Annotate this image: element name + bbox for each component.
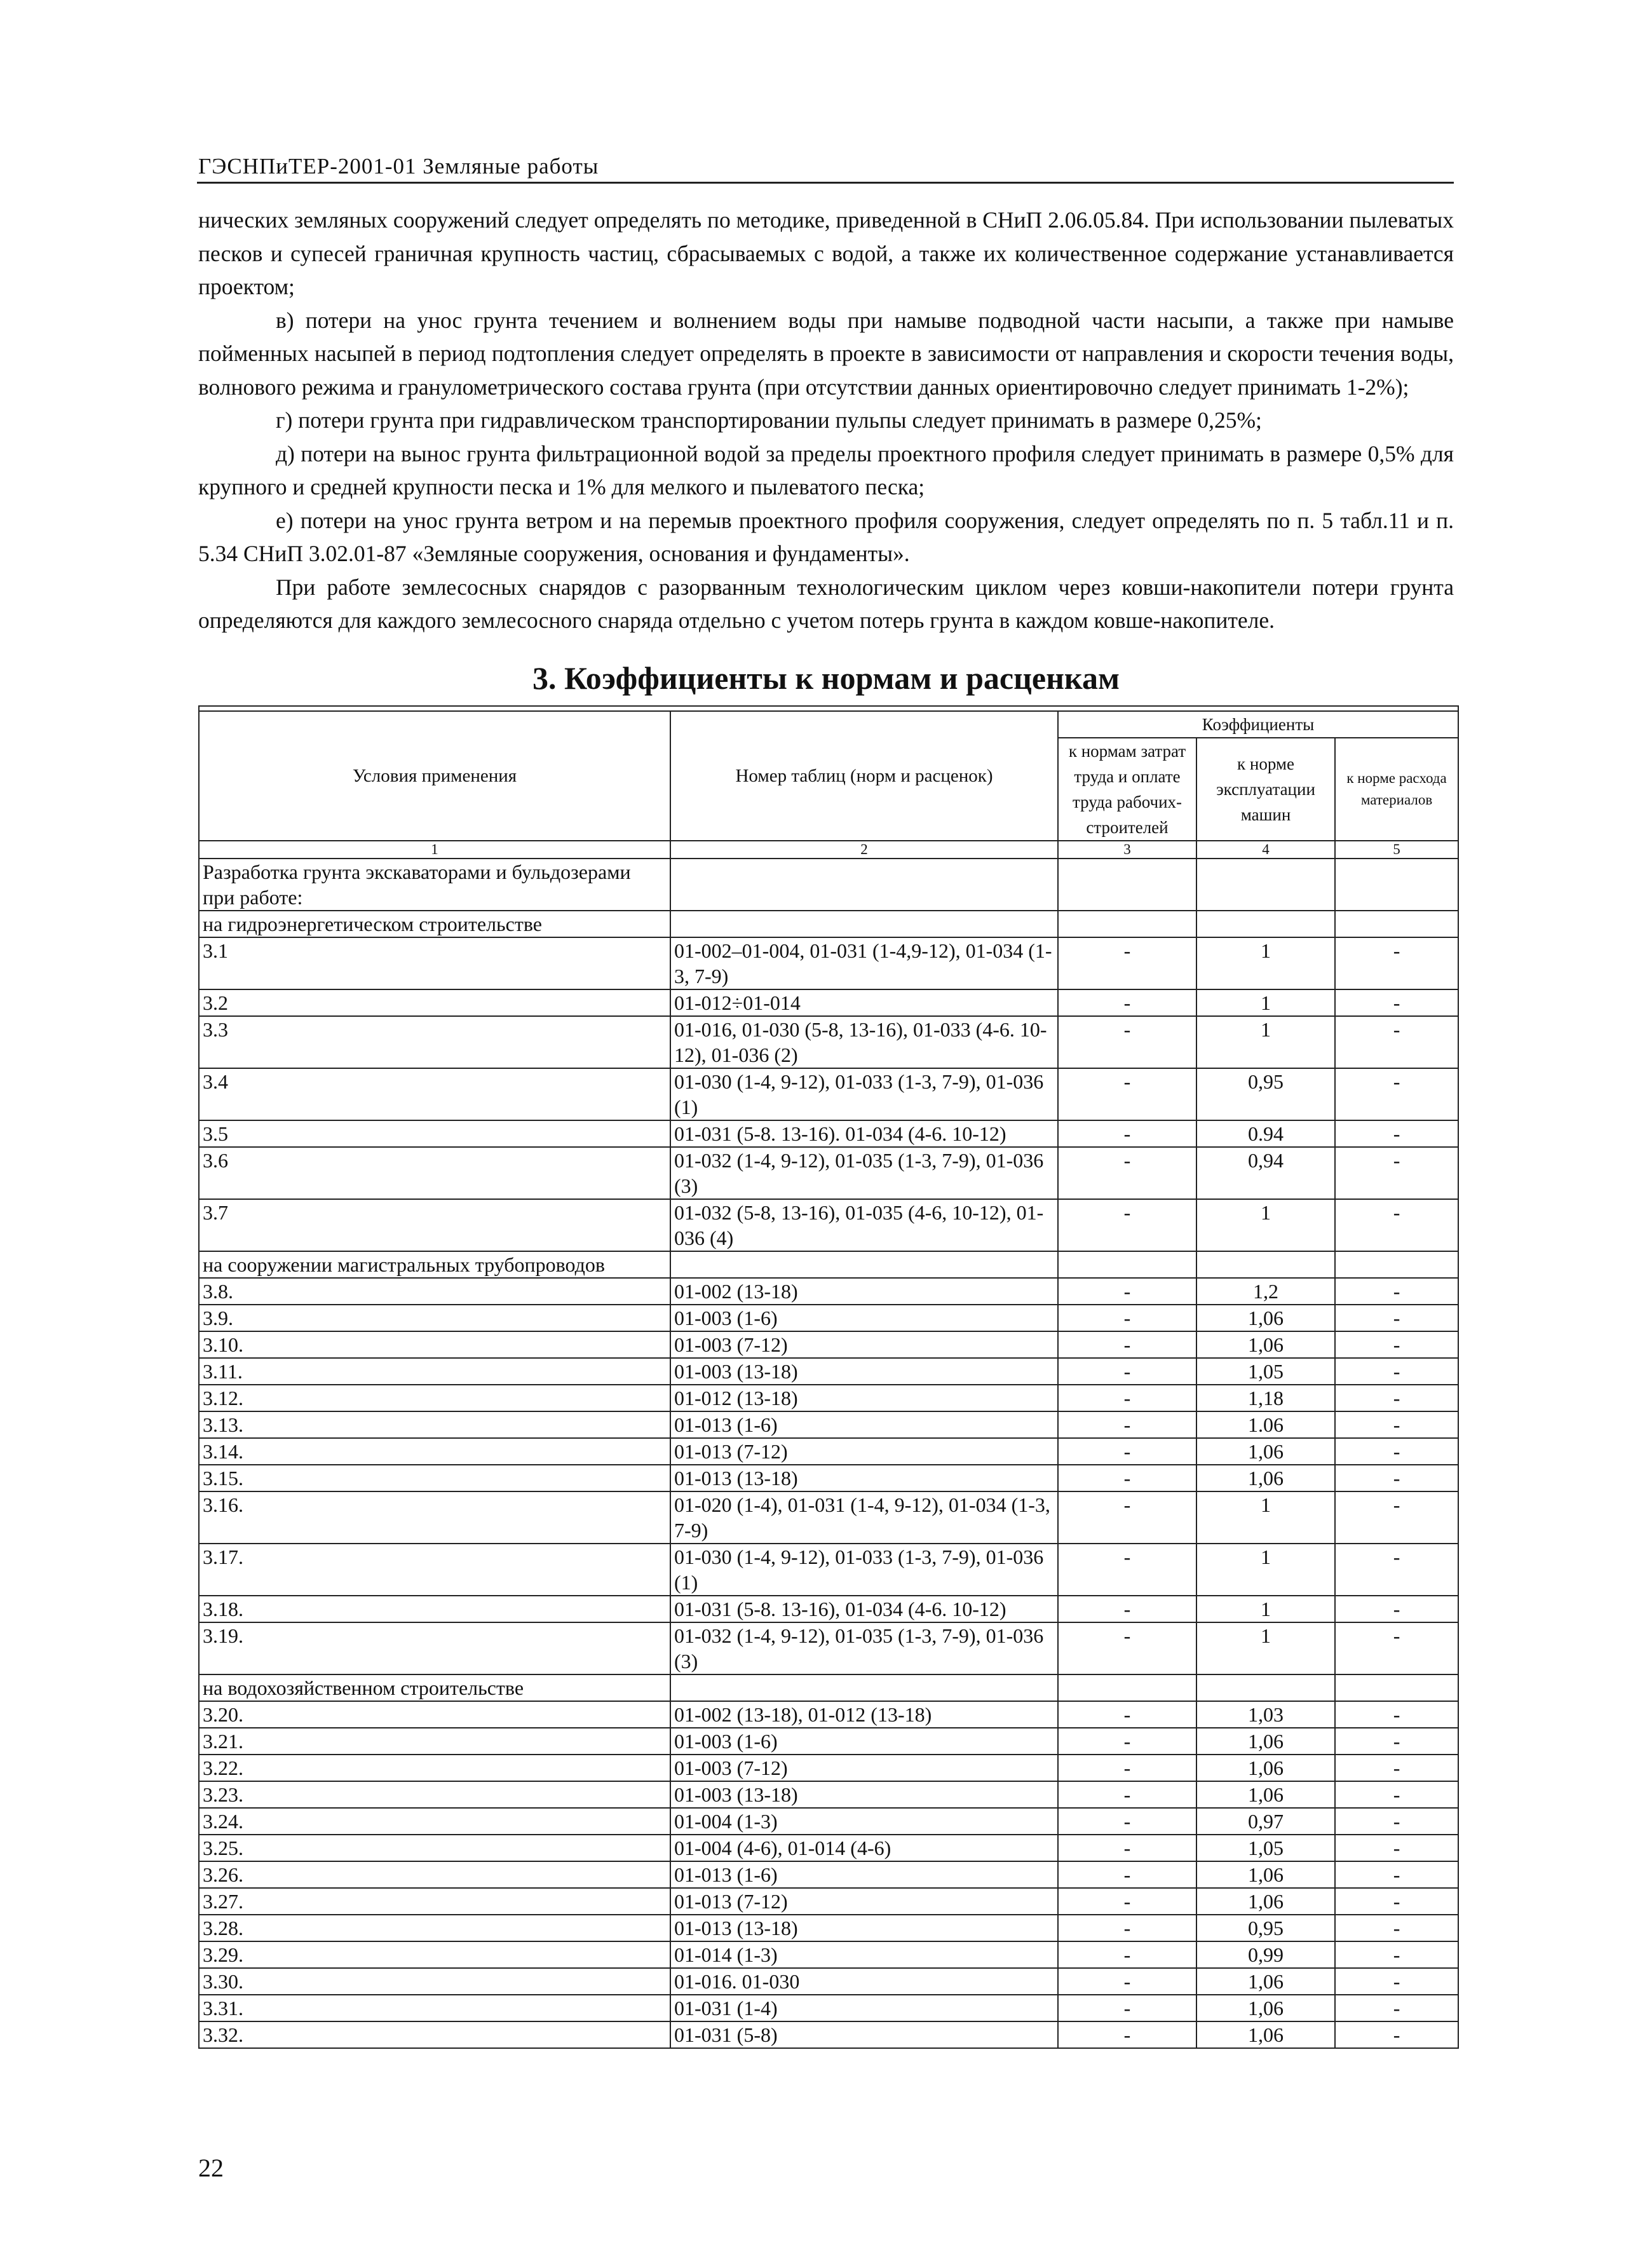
labor-coef-cell: - [1058, 1728, 1196, 1755]
condition-cell: 3.5 [199, 1120, 670, 1147]
condition-cell: 3.19. [199, 1622, 670, 1674]
material-coef-cell: - [1335, 1728, 1458, 1755]
table-numbers-cell: 01-032 (1-4, 9-12), 01-035 (1-3, 7-9), 01-036 (3) [670, 1147, 1058, 1199]
material-coef-cell: - [1335, 1278, 1458, 1305]
condition-cell: 3.10. [199, 1331, 670, 1358]
paragraph-v: в) потери на унос грунта течением и волнением воды при намыве подводной части насыпи, а также при намыве пойменных насыпей в период подтопления следует определять в проекте в зависимости от направления и скорости течения воды, волнового режима и гранулометрического состава грунта (при отсутствии данных ориентировочно следует принимать 1-2%); [198, 307, 1454, 400]
empty-cell [1335, 911, 1458, 937]
machine-coef-cell: 1,2 [1196, 1278, 1335, 1305]
table-numbers-cell: 01-016, 01-030 (5-8, 13-16), 01-033 (4-6. 10-12), 01-036 (2) [670, 1016, 1058, 1068]
labor-coef-cell: - [1058, 1358, 1196, 1385]
empty-cell [1196, 1674, 1335, 1701]
table-row [199, 1808, 1458, 1835]
header-labor: к нормам затрат труда и оплате труда рабочих-строителей [1058, 738, 1196, 841]
machine-coef-cell: 0,94 [1196, 1147, 1335, 1199]
table-numbers-cell: 01-012 (13-18) [670, 1385, 1058, 1411]
labor-coef-cell: - [1058, 1438, 1196, 1465]
labor-coef-cell: - [1058, 1622, 1196, 1674]
table-row [199, 1331, 1458, 1358]
table-numbers-cell: 01-031 (5-8. 13-16), 01-034 (4-6. 10-12) [670, 1596, 1058, 1622]
material-coef-cell: - [1335, 1861, 1458, 1888]
condition-cell: 3.20. [199, 1701, 670, 1728]
condition-cell: 3.4 [199, 1068, 670, 1120]
condition-cell: 3.24. [199, 1808, 670, 1835]
material-coef-cell: - [1335, 1331, 1458, 1358]
labor-coef-cell: - [1058, 1808, 1196, 1835]
table-numbers-cell: 01-013 (13-18) [670, 1465, 1058, 1491]
table-row [199, 1968, 1458, 1995]
labor-coef-cell: - [1058, 1596, 1196, 1622]
machine-coef-cell: 1 [1196, 1199, 1335, 1251]
section-row [199, 911, 1458, 937]
table-numbers-cell: 01-013 (1-6) [670, 1861, 1058, 1888]
section-label: на водохозяйственном строительстве [199, 1674, 670, 1701]
labor-coef-cell: - [1058, 1544, 1196, 1596]
condition-cell: 3.3 [199, 1016, 670, 1068]
table-numbers-cell: 01-013 (7-12) [670, 1438, 1058, 1465]
empty-cell [1196, 911, 1335, 937]
table-row [199, 1622, 1458, 1674]
machine-coef-cell: 1,06 [1196, 1861, 1335, 1888]
material-coef-cell: - [1335, 1596, 1458, 1622]
table-row [199, 1995, 1458, 2021]
empty-cell [670, 1251, 1058, 1278]
table-row [199, 1781, 1458, 1808]
machine-coef-cell: 1 [1196, 1622, 1335, 1674]
table-row [199, 1835, 1458, 1861]
table-row [199, 1755, 1458, 1781]
section-row [199, 859, 1458, 911]
machine-coef-cell: 1 [1196, 989, 1335, 1016]
section-row [199, 1674, 1458, 1701]
table-row [199, 1465, 1458, 1491]
body-text [198, 203, 1454, 637]
column-number: 1 [199, 841, 670, 859]
labor-coef-cell: - [1058, 989, 1196, 1016]
table-row [199, 1596, 1458, 1622]
table-row [199, 1728, 1458, 1755]
material-coef-cell: - [1335, 1888, 1458, 1915]
table-numbers-cell: 01-003 (7-12) [670, 1755, 1058, 1781]
table-numbers-cell: 01-032 (1-4, 9-12), 01-035 (1-3, 7-9), 01-036 (3) [670, 1622, 1058, 1674]
header-conditions: Условия применения [199, 711, 670, 841]
header-row-1 [199, 711, 1458, 738]
condition-cell: 3.14. [199, 1438, 670, 1465]
material-coef-cell: - [1335, 1941, 1458, 1968]
empty-cell [1196, 1251, 1335, 1278]
column-number: 5 [1335, 841, 1458, 859]
material-coef-cell: - [1335, 1622, 1458, 1674]
labor-coef-cell: - [1058, 1888, 1196, 1915]
table-numbers-cell: 01-002–01-004, 01-031 (1-4,9-12), 01-034 (1-3, 7-9) [670, 937, 1058, 989]
machine-coef-cell: 0,99 [1196, 1941, 1335, 1968]
machine-coef-cell: 1 [1196, 1016, 1335, 1068]
table-numbers-cell: 01-004 (1-3) [670, 1808, 1058, 1835]
empty-cell [670, 859, 1058, 911]
page-number: 22 [198, 2154, 224, 2182]
empty-cell [1058, 1251, 1196, 1278]
material-coef-cell: - [1335, 1781, 1458, 1808]
machine-coef-cell: 1 [1196, 1544, 1335, 1596]
labor-coef-cell: - [1058, 1835, 1196, 1861]
table-numbers-cell: 01-013 (13-18) [670, 1915, 1058, 1941]
machine-coef-cell: 0.94 [1196, 1120, 1335, 1147]
material-coef-cell: - [1335, 1438, 1458, 1465]
table-numbers-cell: 01-030 (1-4, 9-12), 01-033 (1-3, 7-9), 01-036 (1) [670, 1068, 1058, 1120]
labor-coef-cell: - [1058, 1120, 1196, 1147]
page-header: ГЭСНПиТЕР-2001-01 Земляные работы [198, 154, 599, 179]
empty-cell [670, 1674, 1058, 1701]
paragraph-dredgers: При работе землесосных снарядов с разорванным технологическим циклом через ковши-накопители потери грунта определяются для каждого землесосного снаряда отдельно с учетом потерь грунта в каждом ковше-накопителе. [198, 574, 1454, 633]
labor-coef-cell: - [1058, 1147, 1196, 1199]
header-rule [197, 182, 1454, 184]
condition-cell: 3.11. [199, 1358, 670, 1385]
table-row [199, 1701, 1458, 1728]
empty-cell [1058, 859, 1196, 911]
section-label: на гидроэнергетическом строительстве [199, 911, 670, 937]
column-number: 2 [670, 841, 1058, 859]
machine-coef-cell: 1.06 [1196, 1411, 1335, 1438]
material-coef-cell: - [1335, 1358, 1458, 1385]
material-coef-cell: - [1335, 1199, 1458, 1251]
labor-coef-cell: - [1058, 1861, 1196, 1888]
condition-cell: 3.21. [199, 1728, 670, 1755]
machine-coef-cell: 1,06 [1196, 2021, 1335, 2048]
labor-coef-cell: - [1058, 1915, 1196, 1941]
machine-coef-cell: 1 [1196, 1596, 1335, 1622]
table-body [199, 859, 1458, 2048]
header-machines: к норме эксплуатации машин [1196, 738, 1335, 841]
labor-coef-cell: - [1058, 1016, 1196, 1068]
table-row [199, 1544, 1458, 1596]
labor-coef-cell: - [1058, 1941, 1196, 1968]
section-title: 3. Коэффициенты к нормам и расценкам [532, 660, 1120, 696]
labor-coef-cell: - [1058, 1331, 1196, 1358]
header-materials: к норме расхода материалов [1335, 738, 1458, 841]
header-gap-row [199, 706, 1458, 711]
condition-cell: 3.15. [199, 1465, 670, 1491]
table-row [199, 1147, 1458, 1199]
material-coef-cell: - [1335, 1385, 1458, 1411]
empty-cell [1335, 1251, 1458, 1278]
table-row [199, 1438, 1458, 1465]
material-coef-cell: - [1335, 989, 1458, 1016]
condition-cell: 3.25. [199, 1835, 670, 1861]
condition-cell: 3.16. [199, 1491, 670, 1544]
table-row [199, 1915, 1458, 1941]
paragraph-d: д) потери на вынос грунта фильтрационной водой за пределы проектного профиля следует принимать в размере 0,5% для крупного и средней крупности песка и 1% для мелкого и пылеватого песка; [198, 440, 1454, 499]
labor-coef-cell: - [1058, 1305, 1196, 1331]
condition-cell: 3.12. [199, 1385, 670, 1411]
labor-coef-cell: - [1058, 1781, 1196, 1808]
machine-coef-cell: 1,06 [1196, 1728, 1335, 1755]
column-number: 3 [1058, 841, 1196, 859]
condition-cell: 3.13. [199, 1411, 670, 1438]
paragraph-e: е) потери на унос грунта ветром и на перемыв проектного профиля сооружения, следует определять по п. 5 табл.11 и п. 5.34 СНиП 3.02.01-87 «Земляные сооружения, основания и фундаменты». [198, 507, 1454, 566]
table-numbers-cell: 01-003 (1-6) [670, 1305, 1058, 1331]
table-numbers-cell: 01-031 (5-8) [670, 2021, 1058, 2048]
labor-coef-cell: - [1058, 1995, 1196, 2021]
condition-cell: 3.1 [199, 937, 670, 989]
condition-cell: 3.2 [199, 989, 670, 1016]
table-row [199, 1861, 1458, 1888]
table-numbers-cell: 01-003 (1-6) [670, 1728, 1058, 1755]
header-coefficients: Коэффициенты [1058, 711, 1458, 738]
material-coef-cell: - [1335, 1305, 1458, 1331]
machine-coef-cell: 0,97 [1196, 1808, 1335, 1835]
section-row [199, 1251, 1458, 1278]
condition-cell: 3.18. [199, 1596, 670, 1622]
table-row [199, 1888, 1458, 1915]
table-numbers-cell: 01-012÷01-014 [670, 989, 1058, 1016]
empty-cell [1058, 911, 1196, 937]
table-numbers-cell: 01-004 (4-6), 01-014 (4-6) [670, 1835, 1058, 1861]
material-coef-cell: - [1335, 1016, 1458, 1068]
coefficients-table [198, 705, 1459, 2049]
machine-coef-cell: 1,03 [1196, 1701, 1335, 1728]
table-row [199, 1385, 1458, 1411]
condition-cell: 3.23. [199, 1781, 670, 1808]
table-numbers-cell: 01-030 (1-4, 9-12), 01-033 (1-3, 7-9), 01-036 (1) [670, 1544, 1058, 1596]
machine-coef-cell: 1,06 [1196, 1331, 1335, 1358]
material-coef-cell: - [1335, 1915, 1458, 1941]
machine-coef-cell: 1,06 [1196, 1465, 1335, 1491]
labor-coef-cell: - [1058, 1755, 1196, 1781]
condition-cell: 3.27. [199, 1888, 670, 1915]
material-coef-cell: - [1335, 1147, 1458, 1199]
section-label: на сооружении магистральных трубопроводов [199, 1251, 670, 1278]
condition-cell: 3.6 [199, 1147, 670, 1199]
condition-cell: 3.28. [199, 1915, 670, 1941]
material-coef-cell: - [1335, 1835, 1458, 1861]
labor-coef-cell: - [1058, 1199, 1196, 1251]
table-row [199, 1358, 1458, 1385]
table-row [199, 1068, 1458, 1120]
condition-cell: 3.26. [199, 1861, 670, 1888]
material-coef-cell: - [1335, 1701, 1458, 1728]
condition-cell: 3.7 [199, 1199, 670, 1251]
table-numbers-cell: 01-003 (13-18) [670, 1358, 1058, 1385]
table-numbers-cell: 01-032 (5-8, 13-16), 01-035 (4-6, 10-12), 01-036 (4) [670, 1199, 1058, 1251]
section-label: Разработка грунта экскаваторами и бульдозерами при работе: [199, 859, 670, 911]
table-row [199, 937, 1458, 989]
table-row [199, 1491, 1458, 1544]
machine-coef-cell: 1,06 [1196, 1995, 1335, 2021]
machine-coef-cell: 0,95 [1196, 1068, 1335, 1120]
material-coef-cell: - [1335, 2021, 1458, 2048]
empty-cell [1335, 1674, 1458, 1701]
table-numbers-cell: 01-013 (7-12) [670, 1888, 1058, 1915]
machine-coef-cell: 1 [1196, 1491, 1335, 1544]
labor-coef-cell: - [1058, 937, 1196, 989]
material-coef-cell: - [1335, 1995, 1458, 2021]
material-coef-cell: - [1335, 1544, 1458, 1596]
material-coef-cell: - [1335, 1808, 1458, 1835]
labor-coef-cell: - [1058, 1278, 1196, 1305]
table-numbers-cell: 01-014 (1-3) [670, 1941, 1058, 1968]
column-number-row [199, 841, 1458, 859]
labor-coef-cell: - [1058, 1411, 1196, 1438]
table-numbers-cell: 01-003 (7-12) [670, 1331, 1058, 1358]
table-row [199, 1941, 1458, 1968]
labor-coef-cell: - [1058, 2021, 1196, 2048]
condition-cell: 3.29. [199, 1941, 670, 1968]
machine-coef-cell: 1,06 [1196, 1438, 1335, 1465]
labor-coef-cell: - [1058, 1701, 1196, 1728]
table-numbers-cell: 01-003 (13-18) [670, 1781, 1058, 1808]
condition-cell: 3.30. [199, 1968, 670, 1995]
column-number: 4 [1196, 841, 1335, 859]
paragraph-continuation: нических земляных сооружений следует определять по методике, приведенной в СНиП 2.06.05.84. При использовании пылеватых песков и супесей граничная крупность частиц, сбрасываемых с водой, а также их количественное содержание устанавливается проектом; [198, 207, 1454, 299]
paragraph-g: г) потери грунта при гидравлическом транспортировании пульпы следует принимать в размере 0,25%; [276, 407, 1262, 433]
empty-cell [1196, 859, 1335, 911]
machine-coef-cell: 1,06 [1196, 1781, 1335, 1808]
material-coef-cell: - [1335, 1120, 1458, 1147]
condition-cell: 3.9. [199, 1305, 670, 1331]
machine-coef-cell: 1,06 [1196, 1755, 1335, 1781]
labor-coef-cell: - [1058, 1491, 1196, 1544]
labor-coef-cell: - [1058, 1465, 1196, 1491]
table-numbers-cell: 01-002 (13-18) [670, 1278, 1058, 1305]
machine-coef-cell: 1,18 [1196, 1385, 1335, 1411]
material-coef-cell: - [1335, 1755, 1458, 1781]
table-row [199, 989, 1458, 1016]
table-numbers-cell: 01-031 (5-8. 13-16). 01-034 (4-6. 10-12) [670, 1120, 1058, 1147]
empty-cell [1058, 1674, 1196, 1701]
table-row [199, 2021, 1458, 2048]
header-table-numbers: Номер таблиц (норм и расценок) [670, 711, 1058, 841]
labor-coef-cell: - [1058, 1068, 1196, 1120]
table-numbers-cell: 01-020 (1-4), 01-031 (1-4, 9-12), 01-034 (1-3, 7-9) [670, 1491, 1058, 1544]
table-numbers-cell: 01-013 (1-6) [670, 1411, 1058, 1438]
labor-coef-cell: - [1058, 1385, 1196, 1411]
material-coef-cell: - [1335, 1465, 1458, 1491]
table-row [199, 1278, 1458, 1305]
condition-cell: 3.17. [199, 1544, 670, 1596]
machine-coef-cell: 1,05 [1196, 1835, 1335, 1861]
empty-cell [1335, 859, 1458, 911]
table-row [199, 1305, 1458, 1331]
condition-cell: 3.22. [199, 1755, 670, 1781]
machine-coef-cell: 1,06 [1196, 1305, 1335, 1331]
empty-cell [670, 911, 1058, 937]
table-row [199, 1411, 1458, 1438]
condition-cell: 3.31. [199, 1995, 670, 2021]
material-coef-cell: - [1335, 1491, 1458, 1544]
material-coef-cell: - [1335, 1411, 1458, 1438]
table-numbers-cell: 01-002 (13-18), 01-012 (13-18) [670, 1701, 1058, 1728]
material-coef-cell: - [1335, 1068, 1458, 1120]
machine-coef-cell: 1,06 [1196, 1888, 1335, 1915]
machine-coef-cell: 1,05 [1196, 1358, 1335, 1385]
material-coef-cell: - [1335, 1968, 1458, 1995]
table-row [199, 1199, 1458, 1251]
machine-coef-cell: 1,06 [1196, 1968, 1335, 1995]
material-coef-cell: - [1335, 937, 1458, 989]
labor-coef-cell: - [1058, 1968, 1196, 1995]
condition-cell: 3.8. [199, 1278, 670, 1305]
table-numbers-cell: 01-031 (1-4) [670, 1995, 1058, 2021]
machine-coef-cell: 0,95 [1196, 1915, 1335, 1941]
table-numbers-cell: 01-016. 01-030 [670, 1968, 1058, 1995]
machine-coef-cell: 1 [1196, 937, 1335, 989]
condition-cell: 3.32. [199, 2021, 670, 2048]
table-row [199, 1016, 1458, 1068]
table-row [199, 1120, 1458, 1147]
